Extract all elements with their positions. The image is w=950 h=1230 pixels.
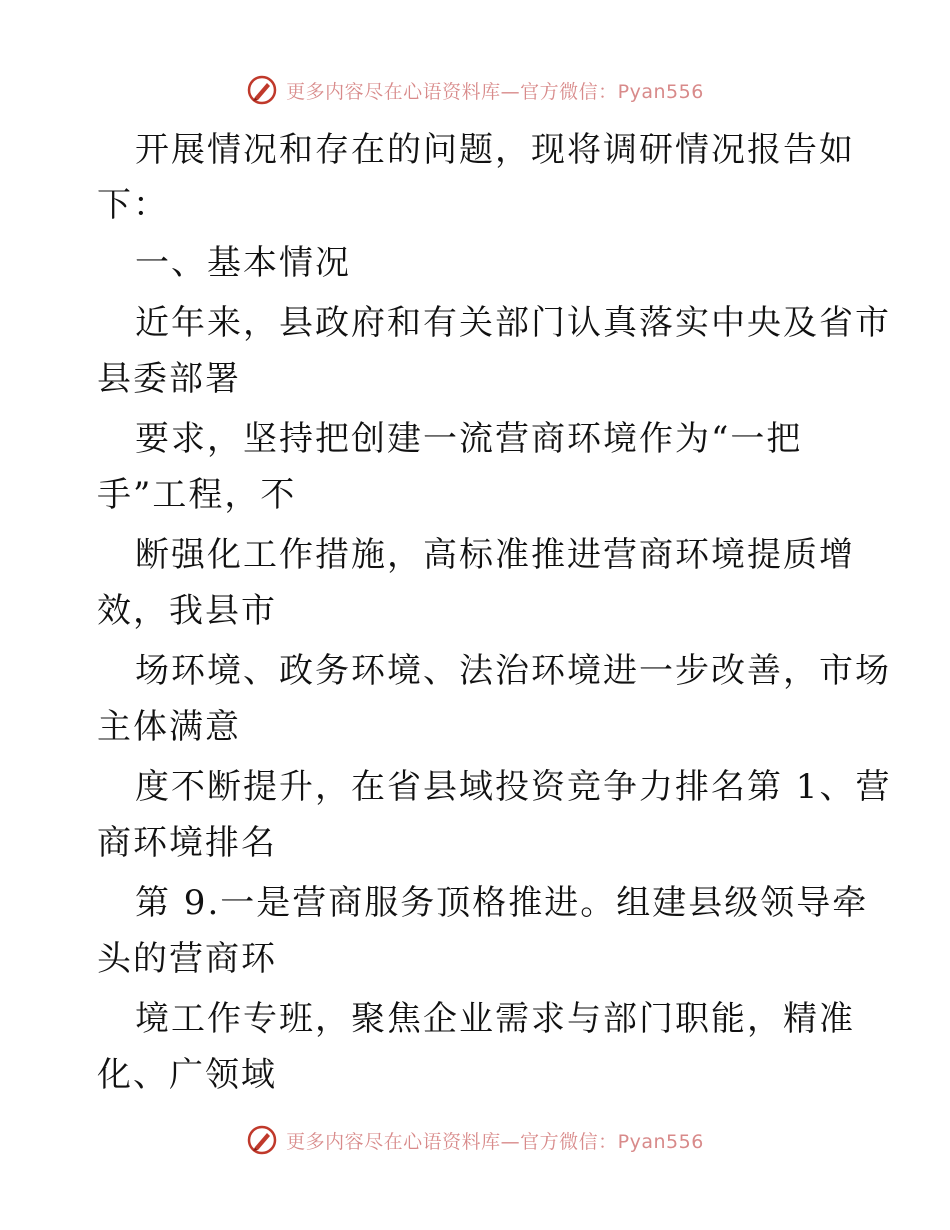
- text-line: 手”工程，不: [97, 475, 297, 515]
- pen-nib-logo-icon: [246, 74, 278, 106]
- text-line: 效，我县市: [97, 591, 277, 631]
- text-line: 主体满意: [97, 707, 241, 747]
- section-heading: 一、基本情况: [135, 243, 351, 283]
- text-line: 县委部署: [97, 359, 241, 399]
- text-line: 要求，坚持把创建一流营商环境作为“一把: [135, 419, 803, 459]
- text-line: 下：: [97, 185, 169, 225]
- text-line: 第 9.一是营商服务顶格推进。组建县级领导牵: [135, 883, 869, 923]
- text-line: 头的营商环: [97, 939, 277, 979]
- text-line: 场环境、政务环境、法治环境进一步改善，市场: [135, 651, 891, 691]
- text-line: 开展情况和存在的问题，现将调研情况报告如: [135, 130, 855, 170]
- pen-nib-logo-icon: [246, 1124, 278, 1156]
- footer-watermark: [0, 1120, 950, 1160]
- watermark-text: 更多内容尽在心语资料库—官方微信：Pyan556: [286, 80, 704, 103]
- watermark-text: 更多内容尽在心语资料库—官方微信：Pyan556: [286, 1130, 704, 1153]
- text-line: 断强化工作措施，高标准推进营商环境提质增: [135, 535, 855, 575]
- text-line: 近年来，县政府和有关部门认真落实中央及省市: [135, 303, 891, 343]
- header-watermark: [0, 70, 950, 110]
- text-line: 境工作专班，聚焦企业需求与部门职能，精准: [135, 999, 855, 1039]
- text-line: 商环境排名: [97, 823, 277, 863]
- text-line: 度不断提升，在省县域投资竞争力排名第 1、营: [135, 767, 892, 807]
- text-line: 化、广领域: [97, 1055, 277, 1095]
